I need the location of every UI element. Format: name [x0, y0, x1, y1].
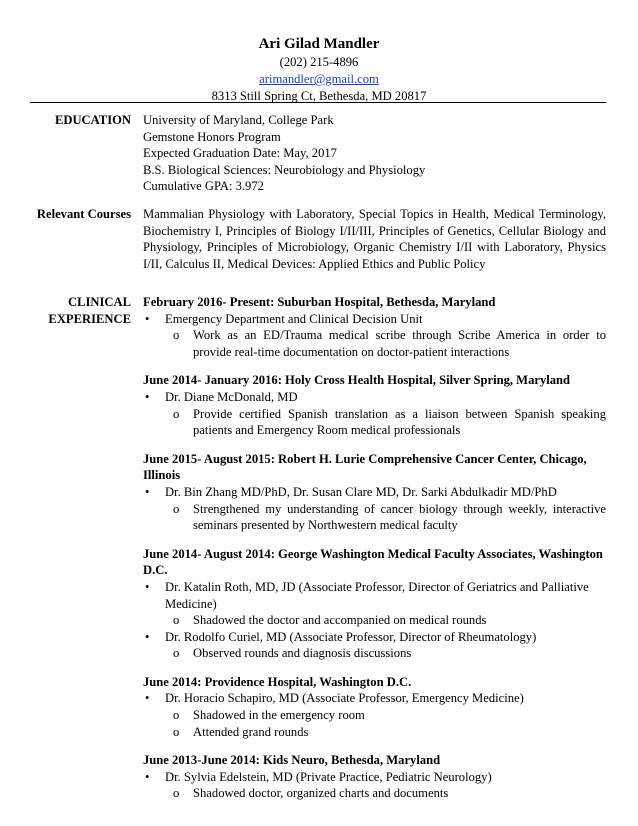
bullet-text: Dr. Rodolfo Curiel, MD (Associate Professor, Director of Rheumatology) — [165, 629, 537, 644]
sub-bullet-item — [143, 785, 606, 802]
bullet-item — [143, 579, 606, 612]
candidate-name: Ari Gilad Mandler — [258, 36, 380, 52]
sub-bullet-text: Shadowed doctor, organized charts and documents — [193, 786, 449, 801]
bullet-icon: • — [145, 311, 150, 326]
bullet-icon: • — [145, 484, 150, 499]
sub-bullet-icon: o — [173, 724, 180, 739]
bullet-item — [143, 311, 606, 328]
phone-number: (202) 215-4896 — [279, 55, 359, 69]
sub-bullet-item — [143, 612, 606, 629]
education-line: B.S. Biological Sciences: Neurobiology and Physiology — [143, 162, 426, 177]
bullet-item — [143, 629, 606, 646]
job-entry — [143, 546, 606, 662]
bullet-text: Dr. Horacio Schapiro, MD (Associate Professor, Emergency Medicine) — [165, 691, 524, 706]
job-title: June 2013-June 2014: Kids Neuro, Bethesda, Maryland — [143, 753, 441, 768]
bullet-item — [143, 484, 606, 501]
bullet-text: Dr. Bin Zhang MD/PhD, Dr. Susan Clare MD, Dr. Sarki Abdulkadir MD/PhD — [165, 484, 557, 499]
education-line: Expected Graduation Date: May, 2017 — [143, 146, 337, 161]
sub-bullet-icon: o — [173, 646, 180, 661]
sub-bullet-icon: o — [173, 501, 180, 516]
bullet-icon: • — [145, 629, 150, 644]
bullet-item — [143, 389, 606, 406]
courses-list: Mammalian Physiology with Laboratory, Special Topics in Health, Medical Terminology, Biochemistry I, Principles of Biology I/II/III, Principles of Genetics, Cellular Biology and Physiology, Principles of Microbiology, Organic Chemistry I/II with Laboratory, Physics I/II, Calculus II, Medical Devices: Applied Ethics and Public Policy — [143, 207, 606, 271]
header-divider — [30, 102, 606, 103]
job-title: June 2014: Providence Hospital, Washington D.C. — [143, 674, 412, 689]
bullet-text: Dr. Sylvia Edelstein, MD (Private Practice, Pediatric Neurology) — [165, 769, 492, 784]
job-entry — [143, 752, 606, 802]
sub-bullet-text: Strengthened my understanding of cancer biology through weekly, interactive seminars presented by Northwestern medical faculty — [193, 501, 606, 533]
bullet-item — [143, 769, 606, 786]
education-heading: EDUCATION — [54, 113, 131, 127]
clinical-heading-line1: CLINICAL — [68, 295, 131, 309]
education-line: Cumulative GPA: 3.972 — [143, 179, 264, 194]
sub-bullet-item — [143, 406, 606, 439]
clinical-heading — [8, 294, 131, 327]
bullet-icon: • — [145, 691, 150, 706]
education-details — [143, 112, 606, 195]
email-link[interactable]: arimandler@gmail.com — [259, 72, 379, 86]
sub-bullet-text: Observed rounds and diagnosis discussions — [193, 646, 412, 661]
job-title: June 2014- August 2014: George Washington Medical Faculty Associates, Washington D.C. — [143, 546, 603, 578]
job-entry — [143, 294, 606, 360]
sub-bullet-icon: o — [173, 786, 180, 801]
bullet-icon: • — [145, 389, 150, 404]
sub-bullet-text: Shadowed the doctor and accompanied on medical rounds — [193, 613, 487, 628]
job-title: June 2015- August 2015: Robert H. Lurie Comprehensive Cancer Center, Chicago, Illinois — [143, 451, 587, 483]
education-line: University of Maryland, College Park — [143, 113, 334, 127]
sub-bullet-icon: o — [173, 708, 180, 723]
sub-bullet-item — [143, 501, 606, 534]
sub-bullet-icon: o — [173, 328, 180, 343]
sub-bullet-item — [143, 645, 606, 662]
bullet-text: Emergency Department and Clinical Decision Unit — [165, 311, 423, 326]
bullet-item — [143, 690, 606, 707]
job-entry — [143, 451, 606, 534]
sub-bullet-text: Shadowed in the emergency room — [193, 708, 365, 723]
sub-bullet-text: Attended grand rounds — [193, 724, 309, 739]
job-title: June 2014- January 2016: Holy Cross Health Hospital, Silver Spring, Maryland — [143, 373, 571, 388]
clinical-heading-line2: EXPERIENCE — [48, 311, 131, 326]
job-title: February 2016- Present: Suburban Hospital, Bethesda, Maryland — [143, 295, 496, 309]
sub-bullet-icon: o — [173, 406, 180, 421]
sub-bullet-item — [143, 707, 606, 724]
job-entry — [143, 372, 606, 438]
courses-heading: Relevant Courses — [36, 207, 131, 221]
bullet-text: Dr. Katalin Roth, MD, JD (Associate Professor, Director of Geriatrics and Palliative Medicine) — [165, 579, 589, 611]
bullet-text: Dr. Diane McDonald, MD — [165, 389, 298, 404]
bullet-icon: • — [145, 579, 150, 594]
clinical-jobs — [143, 294, 606, 814]
sub-bullet-text: Work as an ED/Trauma medical scribe through Scribe America in order to provide real-time documentation on doctor-patient interactions — [193, 328, 606, 359]
sub-bullet-item — [143, 724, 606, 741]
sub-bullet-text: Provide certified Spanish translation as a liaison between Spanish speaking patients and Emergency Room medical professionals — [193, 406, 606, 438]
education-line: Gemstone Honors Program — [143, 129, 281, 144]
mailing-address: 8313 Still Spring Ct, Bethesda, MD 20817 — [211, 89, 427, 103]
bullet-icon: • — [145, 769, 150, 784]
job-entry — [143, 674, 606, 740]
sub-bullet-icon: o — [173, 613, 180, 628]
resume-header — [0, 34, 638, 105]
sub-bullet-item — [143, 327, 606, 360]
